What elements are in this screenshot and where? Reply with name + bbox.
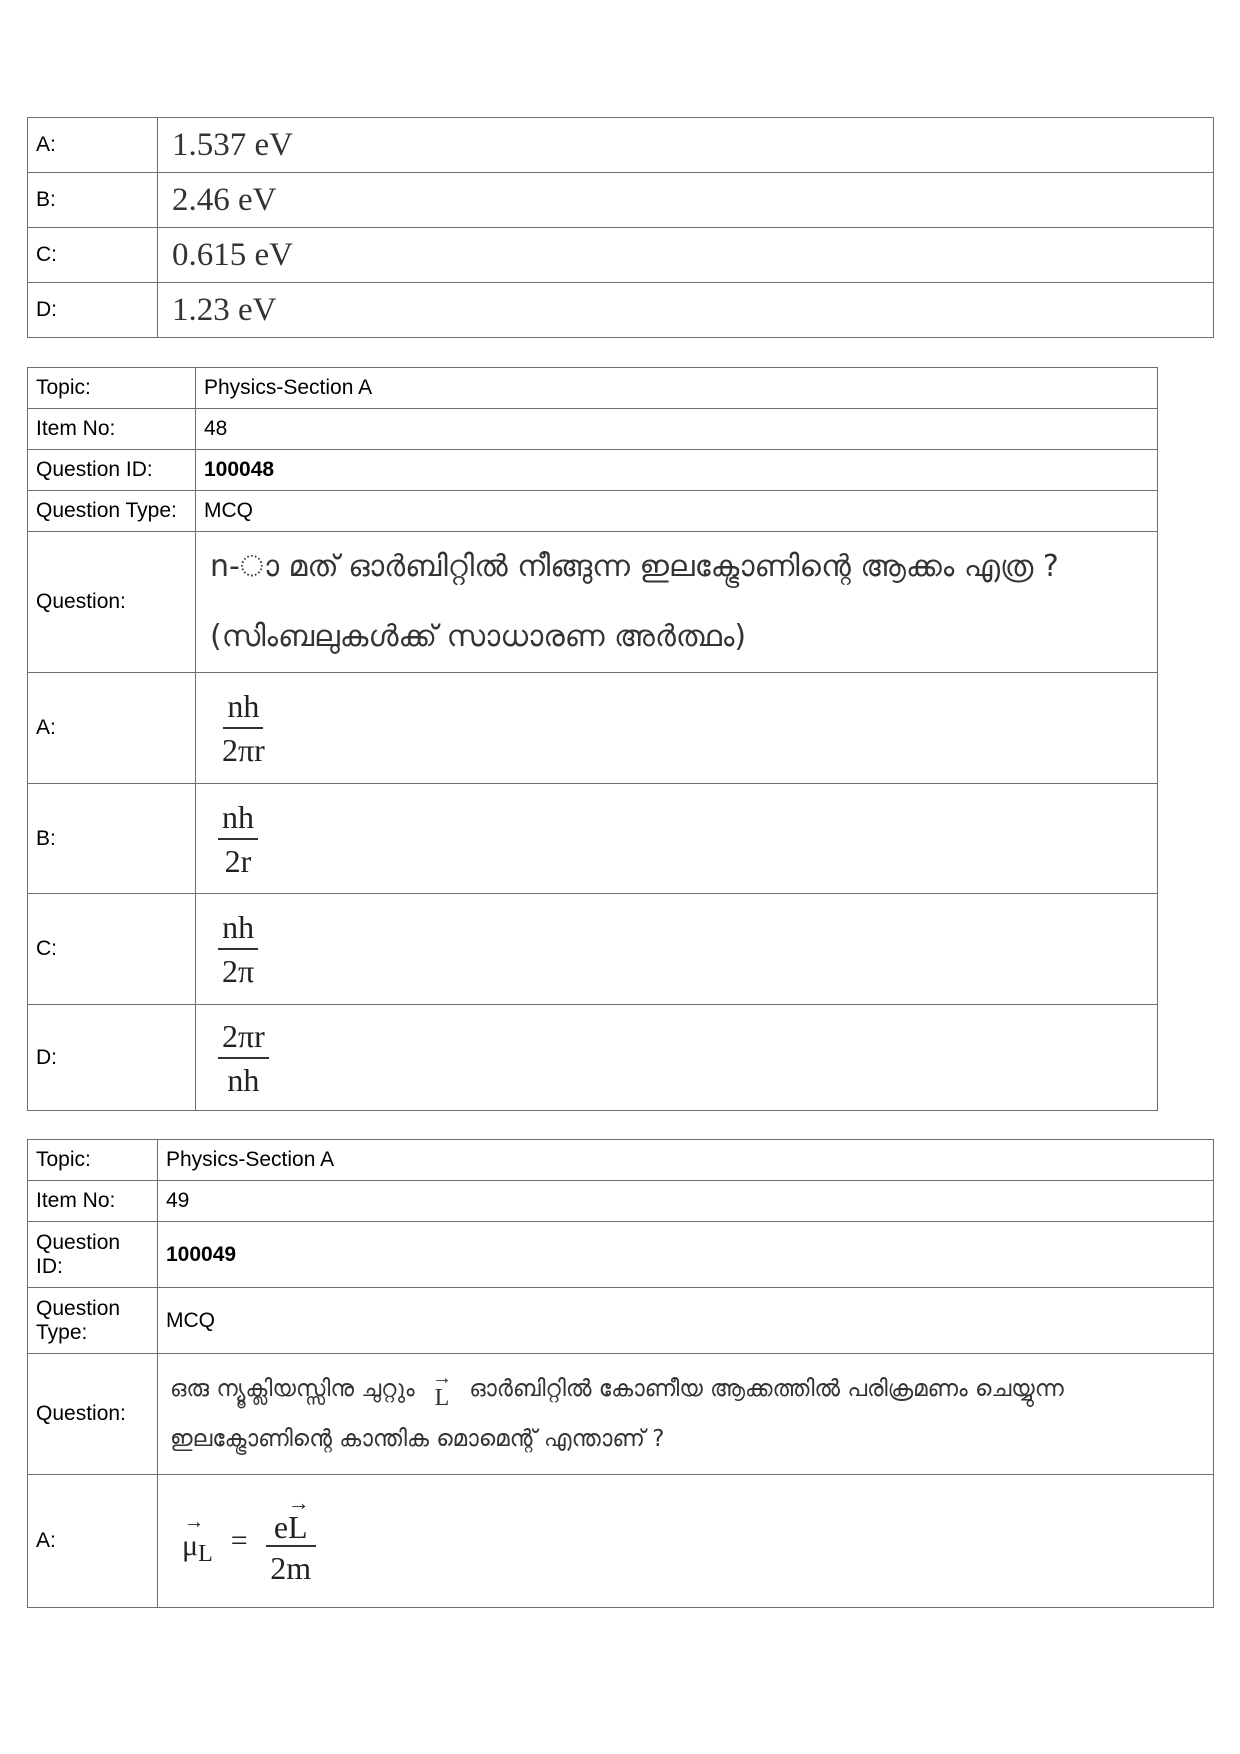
question-type-label: Question Type: <box>28 491 196 532</box>
option-row <box>28 228 1214 283</box>
item-no-label: Item No: <box>28 1181 158 1222</box>
question-text <box>158 1354 1214 1475</box>
item-no-value: 48 <box>196 409 1158 450</box>
fraction-numerator: nh <box>218 908 258 950</box>
equals-sign: = <box>230 1524 248 1557</box>
fraction <box>218 1017 269 1099</box>
mu-vector <box>182 1513 213 1569</box>
fraction-numerator: nh <box>223 687 263 729</box>
item-no-value: 49 <box>158 1181 1214 1222</box>
question-line-1: n-ാ മത് ഓർബിറ്റിൽ നീങ്ങുന്ന ഇലക്ട്രോണിന്റെ ആക്കം എത്ര ? <box>210 549 1059 584</box>
question-type-label: Question Type: <box>28 1288 158 1354</box>
option-label: B: <box>28 173 158 228</box>
option-value <box>196 784 1158 894</box>
option-label: A: <box>28 1475 158 1608</box>
vector-arrow-icon: → <box>184 1511 204 1533</box>
option-value <box>196 1005 1158 1111</box>
fraction-denominator: 2π <box>222 953 255 989</box>
mu-symbol: μ <box>182 1529 199 1562</box>
question-part-2: ഓർബിറ്റിൽ കോണീയ ആക്കത്തിൽ പരിക്രമണം ചെയ്യുന്ന <box>469 1376 1064 1402</box>
option-value: 0.615 eV <box>158 228 1214 283</box>
topic-label: Topic: <box>28 1140 158 1181</box>
topic-value: Physics-Section A <box>196 368 1158 409</box>
vector-symbol <box>431 1366 452 1411</box>
option-value: 1.537 eV <box>158 118 1214 173</box>
fraction <box>266 1490 316 1587</box>
previous-question-options <box>27 117 1214 338</box>
option-row <box>28 283 1214 338</box>
option-row <box>28 173 1214 228</box>
topic-value: Physics-Section A <box>158 1140 1214 1181</box>
option-value <box>158 1475 1214 1608</box>
question-49-table <box>27 1139 1214 1608</box>
fraction <box>218 798 258 880</box>
fraction <box>218 908 258 990</box>
question-id-label: Question ID: <box>28 450 196 491</box>
option-value: 1.23 eV <box>158 283 1214 338</box>
option-value <box>196 673 1158 784</box>
option-value <box>196 894 1158 1005</box>
question-line-2: (സിംബലുകൾക്ക് സാധാരണ അർത്ഥം) <box>210 619 747 654</box>
question-48-table <box>27 367 1158 1111</box>
question-text <box>196 532 1158 673</box>
question-label: Question: <box>28 1354 158 1475</box>
fraction-denominator: 2r <box>224 842 252 879</box>
fraction <box>218 687 269 769</box>
question-type-value: MCQ <box>158 1288 1214 1354</box>
question-label: Question: <box>28 532 196 673</box>
option-label: A: <box>28 118 158 173</box>
topic-label: Topic: <box>28 368 196 409</box>
option-row <box>28 118 1214 173</box>
fraction-numerator: eL <box>273 1509 308 1545</box>
magnetic-moment-expression <box>182 1490 316 1587</box>
option-label: C: <box>28 228 158 283</box>
fraction-denominator: nh <box>227 1061 260 1098</box>
question-id-value: 100049 <box>158 1222 1214 1288</box>
question-line-2: ഇലക്ട്രോണിന്റെ കാന്തിക മൊമെന്റ് എന്താണ് ? <box>170 1426 665 1452</box>
option-label: D: <box>28 1005 196 1111</box>
vector-arrow-icon: → <box>431 1366 452 1389</box>
question-id-label: Question ID: <box>28 1222 158 1288</box>
option-label: B: <box>28 784 196 894</box>
option-label: A: <box>28 673 196 784</box>
fraction-numerator: 2πr <box>218 1017 269 1059</box>
fraction-denominator: 2πr <box>222 732 265 768</box>
vector-letter: L <box>434 1384 450 1411</box>
option-label: C: <box>28 894 196 1005</box>
question-id-value: 100048 <box>196 450 1158 491</box>
item-no-label: Item No: <box>28 409 196 450</box>
question-line-1 <box>170 1364 1205 1414</box>
mu-subscript: L <box>198 1541 213 1567</box>
question-part-1: ഒരു ന്യൂക്ലിയസ്സിനു ചുറ്റും <box>170 1376 415 1402</box>
fraction-denominator: 2m <box>270 1550 312 1586</box>
option-label: D: <box>28 283 158 338</box>
fraction-numerator: nh <box>218 798 258 840</box>
option-value: 2.46 eV <box>158 173 1214 228</box>
question-type-value: MCQ <box>196 491 1158 532</box>
vector-arrow-icon: → <box>287 1490 310 1515</box>
